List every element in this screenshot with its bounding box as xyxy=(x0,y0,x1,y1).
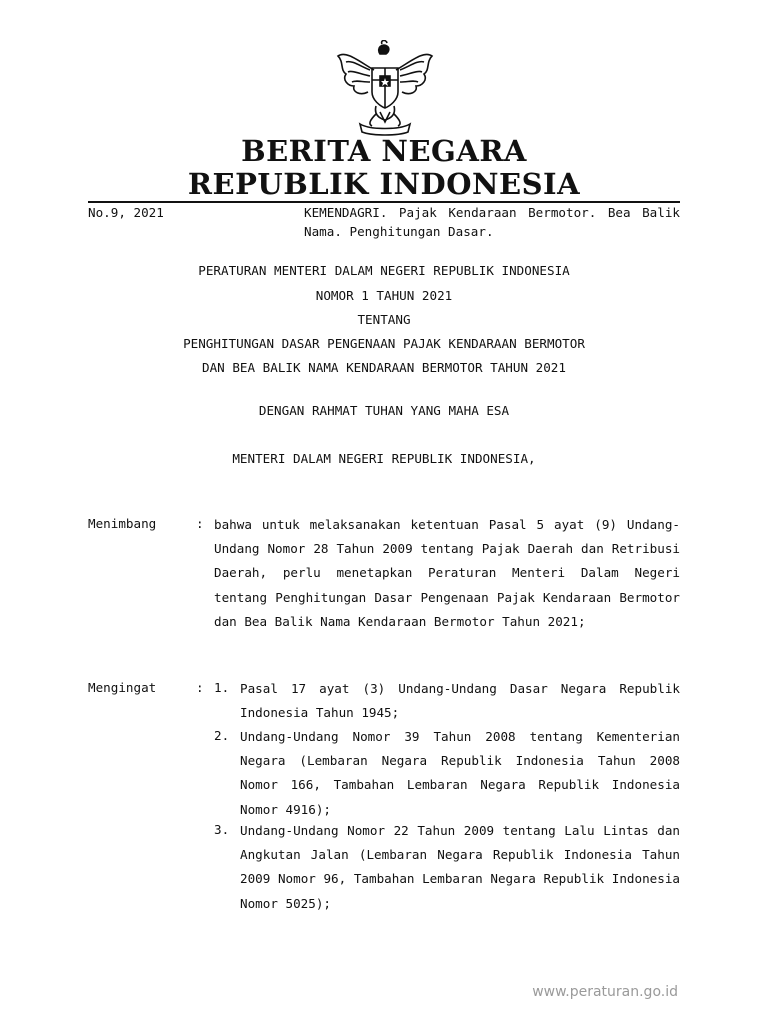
gazette-subject: KEMENDAGRI. Pajak Kendaraan Bermotor. Bea Balik Nama. Penghitungan Dasar. xyxy=(304,205,680,239)
regulation-subject-line-2: DAN BEA BALIK NAMA KENDARAAN BERMOTOR TAHUN 2021 xyxy=(202,360,566,375)
menimbang-text: bahwa untuk melaksanakan ketentuan Pasal 5 ayat (9) Undang-Undang Nomor 28 Tahun 2009 tentang Pajak Daerah dan Retribusi Daerah, perlu menetapkan Peraturan Menteri Dalam Negeri tentang Penghitungan Dasar Pengenaan Pajak Kendaraan Bermotor dan Bea Balik Nama Kendaraan Bermotor Tahun 2021; xyxy=(214,517,680,629)
mengingat-item-number: 2. xyxy=(214,728,230,743)
mengingat-item-number: 1. xyxy=(214,680,230,695)
mengingat-item-text: Undang-Undang Nomor 39 Tahun 2008 tentang Kementerian Negara (Lembaran Negara Republik Indonesia Tahun 2008 Nomor 166, Tambahan Lembaran Negara Republik Indonesia Nomor 4916); xyxy=(240,729,680,817)
document-title-line-2: REPUBLIK INDONESIA xyxy=(187,167,581,201)
regulation-subject-line-1: PENGHITUNGAN DASAR PENGENAAN PAJAK KENDARAAN BERMOTOR xyxy=(183,336,585,351)
gazette-number: No.9, 2021 xyxy=(88,205,164,220)
regulation-number: NOMOR 1 TAHUN 2021 xyxy=(315,288,453,303)
mengingat-item-text: Undang-Undang Nomor 22 Tahun 2009 tentang Lalu Lintas dan Angkutan Jalan (Lembaran Negara Republik Indonesia Tahun 2009 Nomor 96, Tambahan Lembaran Negara Republik Indonesia Nomor 5025); xyxy=(240,823,680,911)
mengingat-label: Mengingat xyxy=(88,680,157,695)
document-title-line-1: BERITA NEGARA xyxy=(241,134,527,168)
mengingat-item-text: Pasal 17 ayat (3) Undang-Undang Dasar Negara Republik Indonesia Tahun 1945; xyxy=(240,681,680,721)
menimbang-colon: : xyxy=(196,516,204,531)
mengingat-item-number: 3. xyxy=(214,822,230,837)
menimbang-label: Menimbang xyxy=(88,516,157,531)
footer-url: www.peraturan.go.id xyxy=(532,984,678,1000)
issuing-authority: MENTERI DALAM NEGERI REPUBLIK INDONESIA, xyxy=(232,451,536,466)
invocation: DENGAN RAHMAT TUHAN YANG MAHA ESA xyxy=(258,403,510,418)
mengingat-colon: : xyxy=(196,680,204,695)
garuda-emblem-icon xyxy=(330,40,440,136)
regulation-about: TENTANG xyxy=(357,312,411,327)
regulation-heading: PERATURAN MENTERI DALAM NEGERI REPUBLIK INDONESIA xyxy=(198,263,570,278)
